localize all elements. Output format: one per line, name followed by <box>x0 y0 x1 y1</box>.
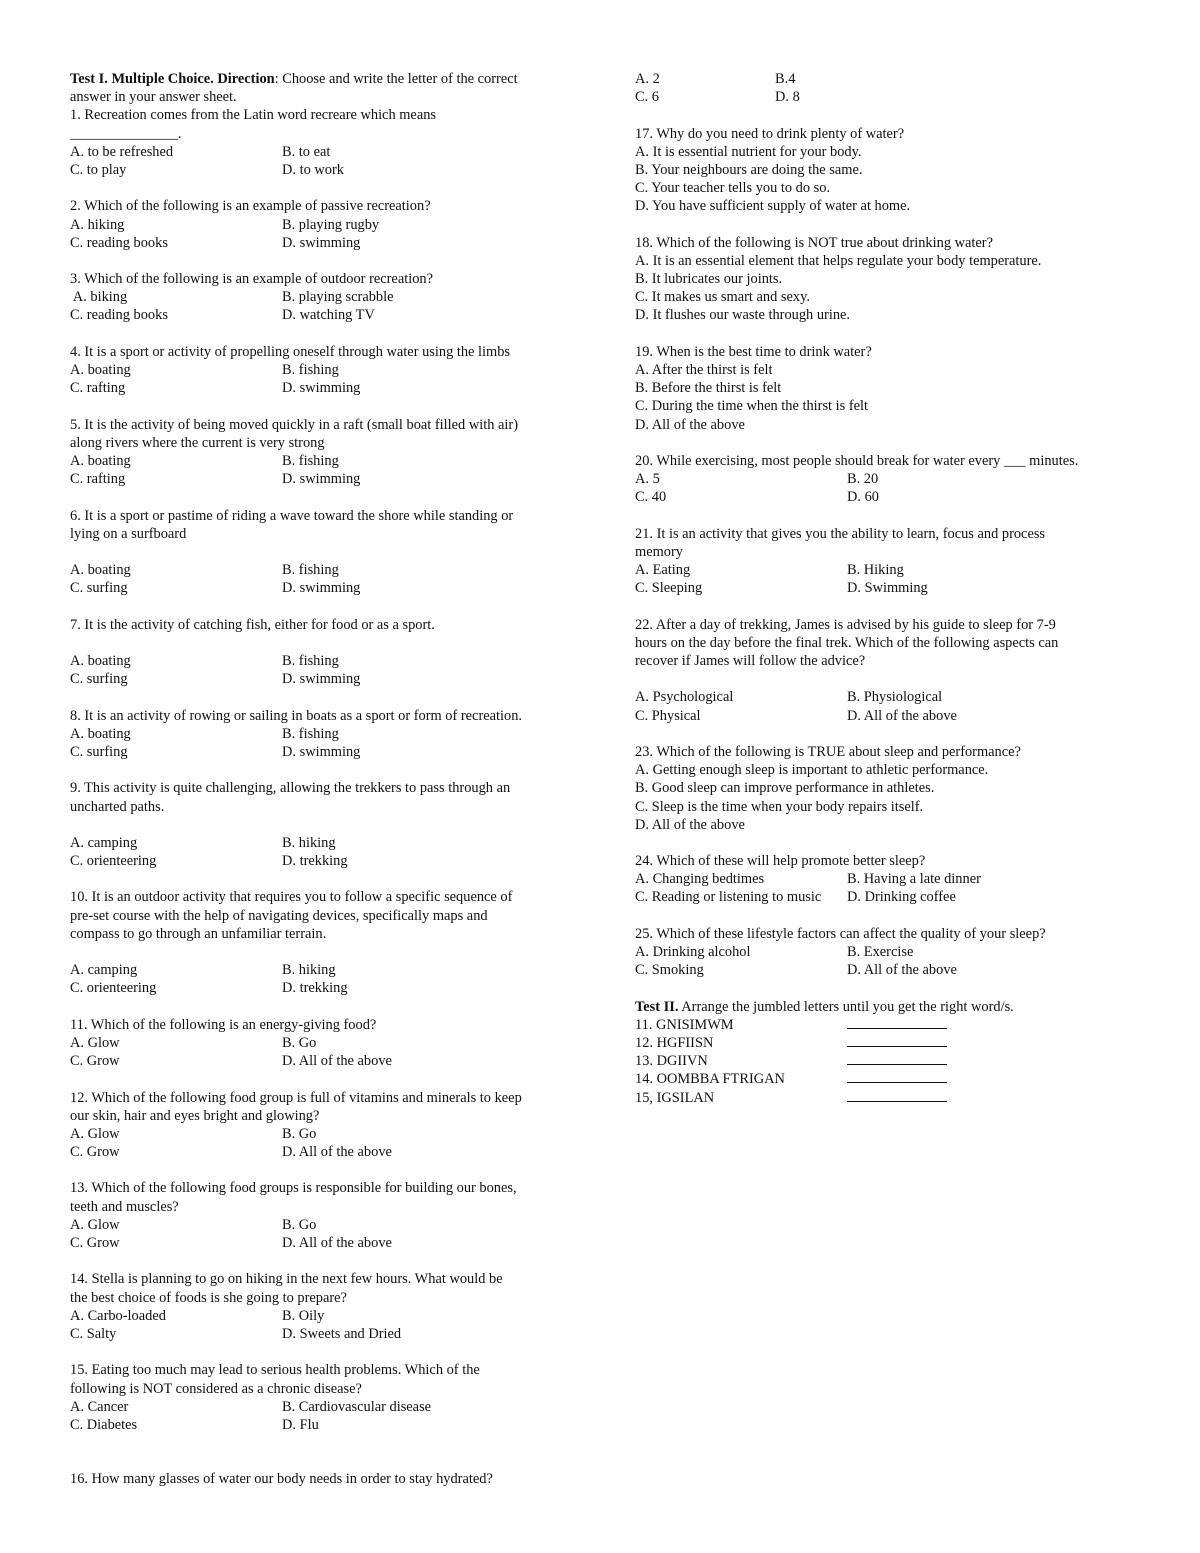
option: B. Hiking <box>847 562 904 579</box>
option: C. It makes us smart and sexy. <box>635 289 810 306</box>
option: A. boating <box>70 362 131 378</box>
question-text: 4. It is a sport or activity of propelling oneself through water using the limbs <box>70 343 511 360</box>
jumble-item: 13. DGIIVN <box>635 1053 708 1070</box>
question-text: 9. This activity is quite challenging, allowing the trekkers to pass through an <box>70 780 511 797</box>
option: A. Getting enough sleep is important to athletic performance. <box>635 762 989 779</box>
option: C. Reading or listening to music <box>635 889 822 906</box>
option: D. All of the above <box>282 1235 392 1251</box>
option: B. fishing <box>282 653 339 669</box>
question-text-cont: teeth and muscles? <box>70 1198 179 1215</box>
option: B. fishing <box>282 452 339 469</box>
question-text: 13. Which of the following food groups is responsible for building our bones, <box>70 1180 517 1197</box>
question-22: 22. After a day of trekking, James is advised by his guide to sleep for 7-9 <box>635 616 1056 633</box>
option: A. Eating <box>635 562 691 579</box>
question-text-cont: following is NOT considered as a chronic disease? <box>70 1380 362 1397</box>
question-22-cont: hours on the day before the final trek. Which of the following aspects can <box>635 634 1059 651</box>
option: C. Physical <box>635 707 701 724</box>
q25-options <box>635 943 1135 979</box>
option: A. It is essential nutrient for your body. <box>635 143 862 160</box>
option: C. reading books <box>70 307 168 324</box>
question-text-cont: along rivers where the current is very strong <box>70 434 325 451</box>
answer-blank <box>847 1016 1135 1034</box>
question-text-cont: _______________. <box>70 125 182 142</box>
jumble-item: 12. HGFIISN <box>635 1034 714 1051</box>
question-text-cont <box>70 816 570 834</box>
question-text: 2. Which of the following is an example of passive recreation? <box>70 198 431 215</box>
question-20: 20. While exercising, most people should break for water every ___ minutes. <box>635 452 1079 469</box>
option: D. All of the above <box>847 707 957 724</box>
option: D. All of the above <box>282 1053 392 1070</box>
option: B. playing scrabble <box>282 289 394 306</box>
answer-options <box>70 1034 570 1070</box>
option: C. 40 <box>635 489 667 506</box>
answer-options <box>70 143 570 179</box>
question-text: 10. It is an outdoor activity that requires you to follow a specific sequence of <box>70 889 513 906</box>
option: D. 8 <box>775 89 800 106</box>
question-text: 8. It is an activity of rowing or sailing in boats as a sport or form of recreation. <box>70 707 522 724</box>
answer-options <box>70 452 570 488</box>
option: B. Your neighbours are doing the same. <box>635 161 863 178</box>
option: A. boating <box>70 725 131 742</box>
answer-options <box>70 561 570 597</box>
option: C. Grow <box>70 1144 120 1161</box>
option: A. Glow <box>70 1034 120 1051</box>
jumble-list <box>635 1016 1135 1107</box>
answer-blank <box>847 1070 1135 1088</box>
option: D. trekking <box>282 853 348 870</box>
answer-blank <box>847 1052 1135 1070</box>
question-text: 1. Recreation comes from the Latin word recreare which means <box>70 107 437 124</box>
answer-options <box>70 1398 570 1434</box>
option: C. Diabetes <box>70 1416 138 1433</box>
option: A. Changing bedtimes <box>635 871 765 888</box>
option: B. Go <box>282 1034 317 1051</box>
left-column <box>70 70 570 1489</box>
question-text-cont: lying on a surfboard <box>70 525 187 542</box>
option: A. boating <box>70 562 131 579</box>
option: D. watching TV <box>282 307 375 324</box>
option: B. Good sleep can improve performance in athletes. <box>635 780 935 797</box>
question-text: 15. Eating too much may lead to serious health problems. Which of the <box>70 1362 480 1379</box>
question-text-cont: pre-set course with the help of navigating devices, specifically maps and <box>70 907 488 924</box>
option: A. boating <box>70 653 131 669</box>
question-text: 14. Stella is planning to go on hiking in the next few hours. What would be <box>70 1271 503 1288</box>
option: B. to eat <box>282 143 331 160</box>
question-text: 3. Which of the following is an example of outdoor recreation? <box>70 271 433 288</box>
test1-header <box>70 70 570 88</box>
option: C. Grow <box>70 1235 120 1251</box>
option: C. reading books <box>70 234 168 251</box>
option: C. Your teacher tells you to do so. <box>635 180 831 197</box>
test1-direction: : Choose and write the letter of the correct <box>274 71 518 87</box>
question-text-cont: our skin, hair and eyes bright and glowing? <box>70 1107 320 1124</box>
question-text: 5. It is the activity of being moved quickly in a raft (small boat filled with air) <box>70 416 518 433</box>
question-text-cont: compass to go through an unfamiliar terrain. <box>70 925 327 942</box>
option: D. It flushes our waste through urine. <box>635 307 851 324</box>
answer-options <box>70 1216 570 1252</box>
test2-header <box>635 998 1135 1016</box>
option: D. to work <box>282 161 344 178</box>
q21-options <box>635 561 1135 597</box>
option: B. Cardiovascular disease <box>282 1398 432 1415</box>
question-text-cont <box>70 943 570 961</box>
question-22-cont: recover if James will follow the advice? <box>635 653 866 669</box>
option: A. Cancer <box>70 1398 129 1415</box>
option: B. hiking <box>282 962 336 979</box>
option: B. playing rugby <box>282 216 380 233</box>
question-16: 16. How many glasses of water our body needs in order to stay hydrated? <box>70 1471 493 1488</box>
option: D. swimming <box>282 671 361 688</box>
question-23: 23. Which of the following is TRUE about sleep and performance? <box>635 743 1021 760</box>
option: C. orienteering <box>70 853 157 870</box>
option: D. trekking <box>282 980 348 997</box>
option: D. Swimming <box>847 580 928 597</box>
option: B. Go <box>282 1216 317 1233</box>
option: B. Physiological <box>847 689 943 706</box>
question-25: 25. Which of these lifestyle factors can affect the quality of your sleep? <box>635 925 1046 942</box>
question-21-cont: memory <box>635 543 683 560</box>
option: C. Sleep is the time when your body repairs itself. <box>635 798 924 815</box>
answer-options <box>70 288 570 324</box>
question-text: 6. It is a sport or pastime of riding a wave toward the shore while standing or <box>70 507 514 524</box>
answer-options <box>70 1307 570 1343</box>
option: D. swimming <box>282 743 361 760</box>
option: B. fishing <box>282 725 339 742</box>
answer-options <box>70 361 570 397</box>
question-text: 12. Which of the following food group is full of vitamins and minerals to keep <box>70 1089 522 1106</box>
option: B. Exercise <box>847 944 914 960</box>
question-21: 21. It is an activity that gives you the ability to learn, focus and process <box>635 525 1046 542</box>
jumble-item: 15, IGSILAN <box>635 1089 715 1106</box>
option: D. Drinking coffee <box>847 889 956 906</box>
option: C. Sleeping <box>635 580 703 597</box>
answer-options <box>70 652 570 688</box>
option: B. Go <box>282 1125 317 1142</box>
q16-options <box>635 70 1135 106</box>
option: B.4 <box>775 71 796 87</box>
test2-direction: Arrange the jumbled letters until you get the right word/s. <box>678 998 1014 1015</box>
q24-options <box>635 870 1135 906</box>
option: C. 6 <box>635 89 659 106</box>
option: A. After the thirst is felt <box>635 362 773 378</box>
answer-options <box>70 725 570 761</box>
option: A. 2 <box>635 71 660 87</box>
answer-blank <box>847 1034 1135 1052</box>
option: A. Drinking alcohol <box>635 944 751 960</box>
option: B. It lubricates our joints. <box>635 271 783 288</box>
option: D. Flu <box>282 1416 319 1433</box>
answer-options <box>70 834 570 870</box>
option: D. swimming <box>282 580 361 597</box>
right-column <box>635 70 1135 1107</box>
option: B. 20 <box>847 471 879 488</box>
option: A. camping <box>70 834 138 851</box>
option: A. Glow <box>70 1216 120 1233</box>
option: D. All of the above <box>847 962 957 979</box>
option: A. hiking <box>70 216 125 233</box>
question-text: 11. Which of the following is an energy-giving food? <box>70 1016 377 1033</box>
right-questions <box>635 125 1135 452</box>
question-24: 24. Which of these will help promote better sleep? <box>635 853 926 870</box>
test1-direction-line2: answer in your answer sheet. <box>70 89 237 106</box>
option: D. You have sufficient supply of water at home. <box>635 198 911 215</box>
option: C. surfing <box>70 671 128 688</box>
option: C. rafting <box>70 380 126 397</box>
option: D. swimming <box>282 471 361 488</box>
option: A. boating <box>70 452 131 469</box>
question-text: 18. Which of the following is NOT true about drinking water? <box>635 234 993 251</box>
option: A. It is an essential element that helps regulate your body temperature. <box>635 252 1042 269</box>
question-text-cont: uncharted paths. <box>70 798 165 815</box>
option: B. hiking <box>282 834 336 851</box>
answer-options <box>70 216 570 252</box>
answer-options <box>70 961 570 997</box>
option: C. rafting <box>70 471 126 488</box>
option: A. Psychological <box>635 689 734 706</box>
option: D. All of the above <box>635 816 745 833</box>
option: C. orienteering <box>70 980 157 997</box>
option: C. Salty <box>70 1325 117 1342</box>
option: D. 60 <box>847 489 879 506</box>
test2-label: Test II. <box>635 998 679 1015</box>
option: C. surfing <box>70 580 128 597</box>
option: A. Carbo-loaded <box>70 1307 166 1324</box>
left-questions <box>70 106 570 1470</box>
question-text-cont: the best choice of foods is she going to prepare? <box>70 1289 347 1306</box>
option: A. biking <box>70 289 128 306</box>
option: C. surfing <box>70 743 128 760</box>
question-text-cont <box>70 634 570 652</box>
jumble-item: 14. OOMBBA FTRIGAN <box>635 1071 785 1088</box>
option: B. fishing <box>282 562 339 579</box>
option: B. Oily <box>282 1307 325 1324</box>
option: D. swimming <box>282 380 361 397</box>
answer-options <box>70 1125 570 1161</box>
option: D. swimming <box>282 234 361 251</box>
q20-options <box>635 470 1135 506</box>
option: C. During the time when the thirst is felt <box>635 398 869 415</box>
option: C. to play <box>70 161 127 178</box>
answer-blank <box>847 1089 1135 1107</box>
option: A. camping <box>70 962 138 979</box>
option: B. fishing <box>282 362 339 378</box>
option: D. Sweets and Dried <box>282 1325 402 1342</box>
jumble-item: 11. GNISIMWM <box>635 1016 734 1033</box>
q22-options <box>635 688 1135 724</box>
test1-label: Test I. Multiple Choice. Direction <box>70 71 275 87</box>
option: A. to be refreshed <box>70 143 174 160</box>
option: D. All of the above <box>635 416 745 433</box>
question-text-cont <box>70 543 570 561</box>
option: C. Smoking <box>635 962 704 979</box>
question-text: 17. Why do you need to drink plenty of water? <box>635 125 905 142</box>
option: B. Having a late dinner <box>847 871 981 888</box>
option: C. Grow <box>70 1053 120 1070</box>
option: D. All of the above <box>282 1144 392 1161</box>
option: A. Glow <box>70 1125 120 1142</box>
question-text: 7. It is the activity of catching fish, either for food or as a sport. <box>70 616 435 633</box>
question-text: 19. When is the best time to drink water? <box>635 343 872 360</box>
option: B. Before the thirst is felt <box>635 380 782 397</box>
option: A. 5 <box>635 471 660 488</box>
